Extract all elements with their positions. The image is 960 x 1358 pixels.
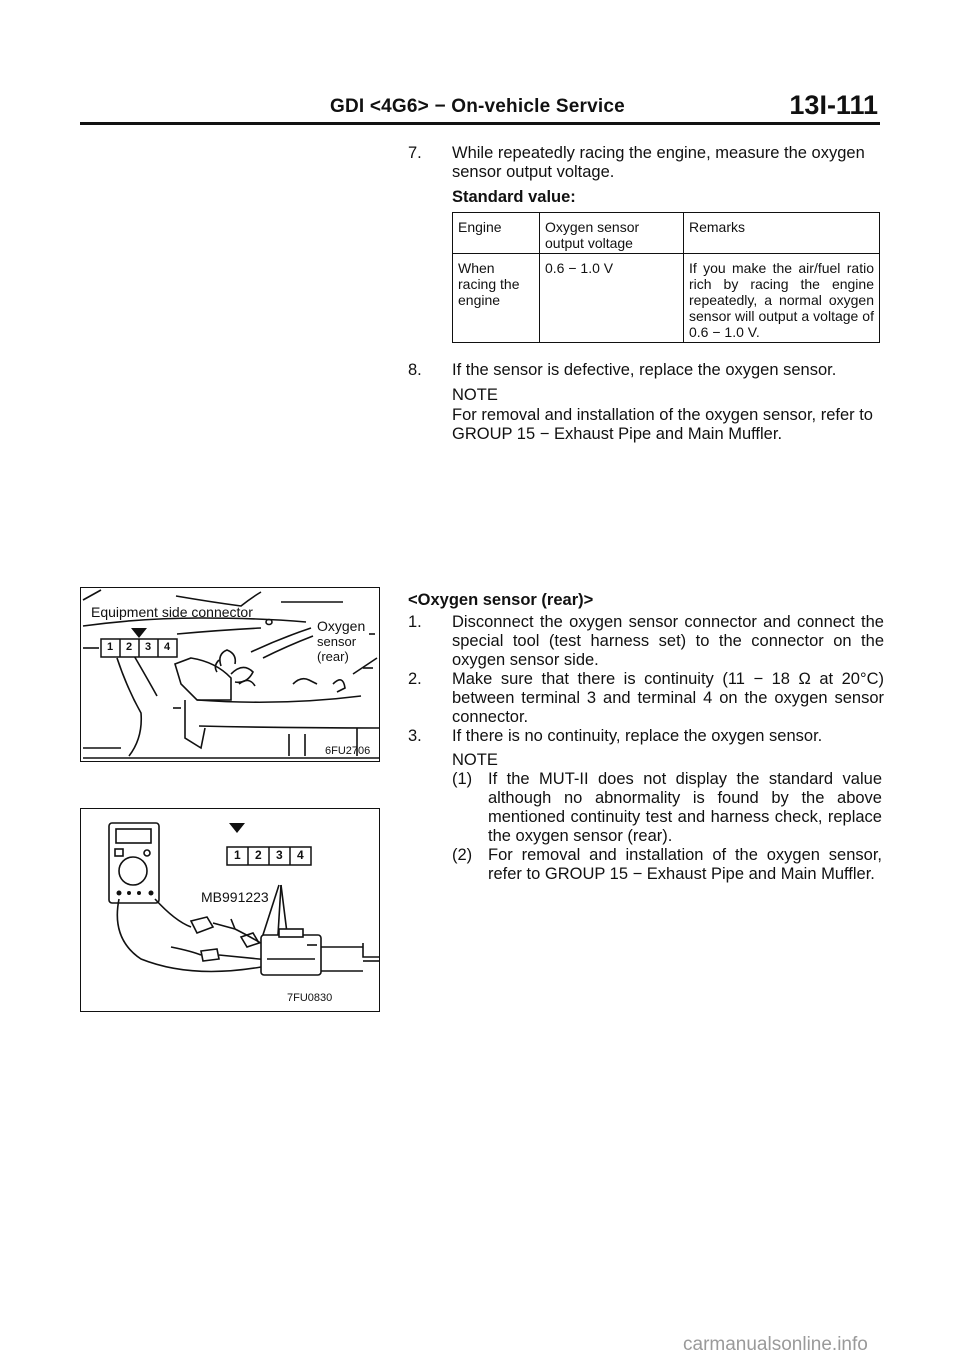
pin-label: 2 bbox=[126, 641, 133, 653]
step-7 bbox=[408, 144, 884, 182]
step-text: If there is no continuity, replace the oxygen sensor. bbox=[452, 727, 823, 745]
equipment-connector-label: Equipment side connector bbox=[91, 604, 253, 620]
rear-step-1 bbox=[408, 613, 884, 670]
pin-label: 3 bbox=[145, 641, 152, 653]
pin-label: 4 bbox=[164, 641, 171, 653]
table-cell: If you make the air/fuel ratio rich by racing the engine repeatedly, a normal oxygen sensor will output a voltage of 0.6 − 1.0 V. bbox=[684, 254, 880, 343]
step-number: 1. bbox=[408, 613, 422, 631]
figure-test-harness bbox=[80, 808, 380, 1012]
pin-label: 3 bbox=[276, 848, 283, 862]
watermark: carmanualsonline.info bbox=[683, 1334, 868, 1355]
table-header: Engine bbox=[453, 213, 540, 254]
standard-value-label: Standard value: bbox=[452, 188, 576, 206]
sensor-label-line1: Oxygen bbox=[317, 618, 366, 634]
table-header-row bbox=[453, 213, 880, 254]
step-text: Disconnect the oxygen sensor connector and connect the special tool (test harness set) to the connector on the oxygen sensor side. bbox=[452, 613, 884, 669]
section-heading: <Oxygen sensor (rear)> bbox=[408, 591, 594, 609]
step-text: Make sure that there is continuity (11 − 18 Ω at 20°C) between terminal 3 and terminal 4 on the oxygen sensor connector. bbox=[452, 670, 884, 726]
table-header: Oxygen sensor output voltage bbox=[540, 213, 684, 254]
pin-label: 1 bbox=[234, 848, 241, 862]
note-text: For removal and installation of the oxygen sensor, refer to GROUP 15 − Exhaust Pipe and Main Muffler. bbox=[488, 846, 882, 883]
step-number: 2. bbox=[408, 670, 422, 688]
table-cell: When racing the engine bbox=[453, 254, 540, 343]
step-text: If the sensor is defective, replace the oxygen sensor. bbox=[452, 361, 837, 379]
step-number: 7. bbox=[408, 144, 422, 162]
table-row bbox=[453, 254, 880, 343]
note-item bbox=[452, 846, 882, 884]
standard-value-table bbox=[452, 212, 880, 343]
step-8 bbox=[408, 361, 884, 380]
table-header: Remarks bbox=[684, 213, 880, 254]
sensor-label-line3: (rear) bbox=[317, 649, 349, 664]
sensor-label-line2: sensor bbox=[317, 634, 357, 649]
step-text: While repeatedly racing the engine, measure the oxygen sensor output voltage. bbox=[452, 144, 865, 181]
rear-notes bbox=[452, 751, 882, 884]
table-cell: 0.6 − 1.0 V bbox=[540, 254, 684, 343]
rear-step-3 bbox=[408, 727, 884, 746]
note-number: (1) bbox=[452, 770, 473, 788]
figure-oxygen-sensor-location bbox=[80, 587, 380, 762]
figure-code: 7FU0830 bbox=[287, 992, 333, 1004]
note-text: For removal and installation of the oxygen sensor, refer to GROUP 15 − Exhaust Pipe and Main Muffler. bbox=[452, 406, 873, 443]
test-harness-drawing bbox=[81, 809, 381, 1013]
pin-label: 4 bbox=[297, 848, 304, 862]
header-rule bbox=[80, 122, 880, 125]
tool-number-label: MB991223 bbox=[201, 889, 269, 905]
note-label: NOTE bbox=[452, 751, 498, 769]
page-number: 13I-111 bbox=[789, 90, 878, 120]
note-number: (2) bbox=[452, 846, 473, 864]
step-number: 3. bbox=[408, 727, 422, 745]
note-text: If the MUT-II does not display the standard value although no abnormality is found by the above mentioned continuity test and harness check, replace the oxygen sensor (rear). bbox=[488, 770, 882, 845]
step-number: 8. bbox=[408, 361, 422, 379]
pin-label: 1 bbox=[107, 641, 114, 653]
pin-label: 2 bbox=[255, 848, 262, 862]
rear-step-2 bbox=[408, 670, 884, 727]
note-label: NOTE bbox=[452, 386, 498, 404]
page-title: GDI <4G6> − On-vehicle Service bbox=[330, 96, 625, 117]
note-item bbox=[452, 770, 882, 846]
figure-code: 6FU2706 bbox=[325, 745, 371, 757]
